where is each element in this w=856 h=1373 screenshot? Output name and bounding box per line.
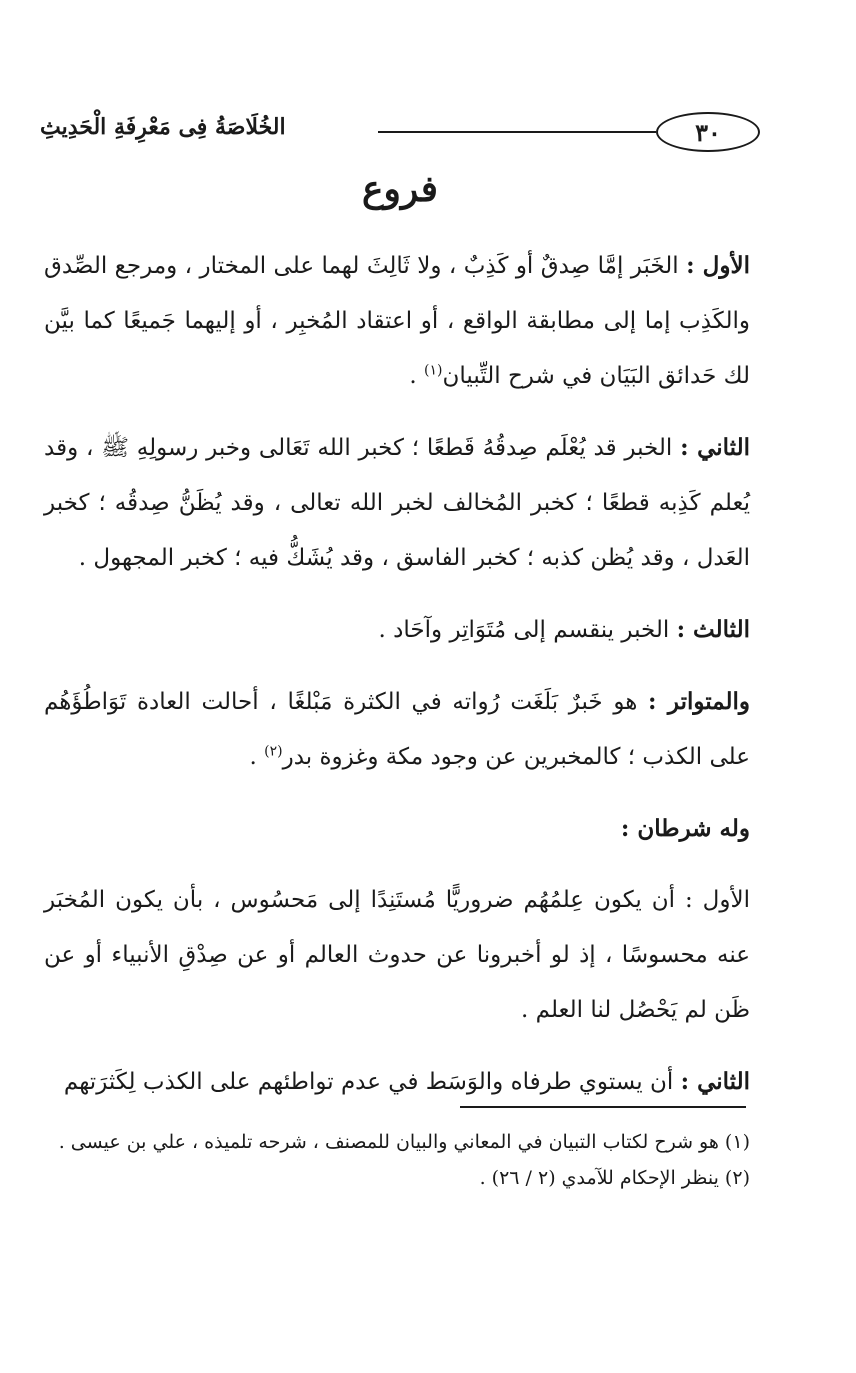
footnote-2: (٢) ينظر الإحكام للآمدي (٢ / ٢٦) .	[479, 1167, 750, 1189]
paragraph-text: الأول : أن يكون عِلمُهُم ضروريًّا مُستَنِدًا إلى مَحسُوس ، بأن يكون المُخبَر عنه محسوسًا ، إذ لو أخبرونا عن حدوث العالم أو عن صِدْقِ الأنبياء أو عن ظَن لم يَحْصُل لنا العلم .	[44, 887, 750, 1023]
paragraph-mutawatir	[44, 674, 750, 785]
paragraph-lead: الثاني :	[680, 1068, 750, 1095]
paragraph-lead: وله شرطان :	[620, 815, 750, 842]
header-rule	[378, 131, 656, 133]
paragraph-conditions-heading	[44, 801, 750, 857]
footnote-ref-1[interactable]: (١)	[424, 362, 443, 379]
body-text	[44, 238, 750, 1126]
paragraph-text: الخَبَر إمَّا صِدقٌ أو كَذِبٌ ، ولا ثَالِثَ لهما على المختار ، ومرجع الصِّدق والكَذِب إما إلى مطابقة الواقع ، أو اعتقاد المُخبِر ، أو إليهما جَميعًا كما بيَّن لك حَدائق البَيَان في شرح التِّبيان	[44, 253, 750, 389]
footnote-ref-2[interactable]: (٢)	[264, 743, 283, 760]
paragraph-first	[44, 238, 750, 404]
paragraph-text: الخبر ينقسم إلى مُتَوَاتِر وآحَاد .	[378, 617, 677, 643]
paragraph-text: الخبر قد يُعْلَم صِدقُهُ قَطعًا ؛ كخبر الله تَعَالى وخبر رسولِهِ ﷺ ، وقد يُعلم كَذِبه قطعًا ؛ كخبر المُخالف لخبر الله تعالى ، وقد يُظَنُّ صِدقُه ؛ كخبر العَدل ، وقد يُظن كذبه ؛ كخبر الفاسق ، وقد يُشَكُّ فيه ؛ كخبر المجهول .	[44, 435, 750, 571]
paragraph-lead: الثاني :	[680, 434, 750, 461]
section-heading: فروع	[362, 168, 438, 210]
paragraph-condition-one	[44, 873, 750, 1038]
paragraph-third	[44, 602, 750, 658]
paragraph-lead: الأول :	[686, 252, 750, 279]
paragraph-second	[44, 420, 750, 586]
paragraph-condition-two	[44, 1054, 750, 1110]
paragraph-tail: .	[409, 363, 425, 389]
paragraph-lead: والمتواتر :	[648, 688, 750, 715]
running-title: الخُلَاصَةُ فِى مَعْرِفَةِ الْحَدِيثِ	[40, 114, 286, 140]
page-number: ٣٠	[656, 112, 760, 152]
paragraph-tail: .	[249, 744, 265, 770]
paragraph-text: هو خَبرٌ بَلَغَت رُواته في الكثرة مَبْلغًا ، أحالت العادة تَوَاطُؤَهُم على الكذب ؛ كالمخبرين عن وجود مكة وغزوة بدر	[44, 689, 750, 770]
footnotes	[44, 1124, 750, 1196]
paragraph-lead: الثالث :	[676, 616, 750, 643]
page-header	[40, 112, 760, 156]
footnote-1: (١) هو شرح لكتاب التبيان في المعاني والبيان للمصنف ، شرحه تلميذه ، علي بن عيسى .	[58, 1131, 750, 1153]
paragraph-text: أن يستوي طرفاه والوَسَط في عدم تواطئهم على الكذب لِكَثرَتهم	[63, 1069, 681, 1095]
footnote-rule	[460, 1106, 746, 1108]
